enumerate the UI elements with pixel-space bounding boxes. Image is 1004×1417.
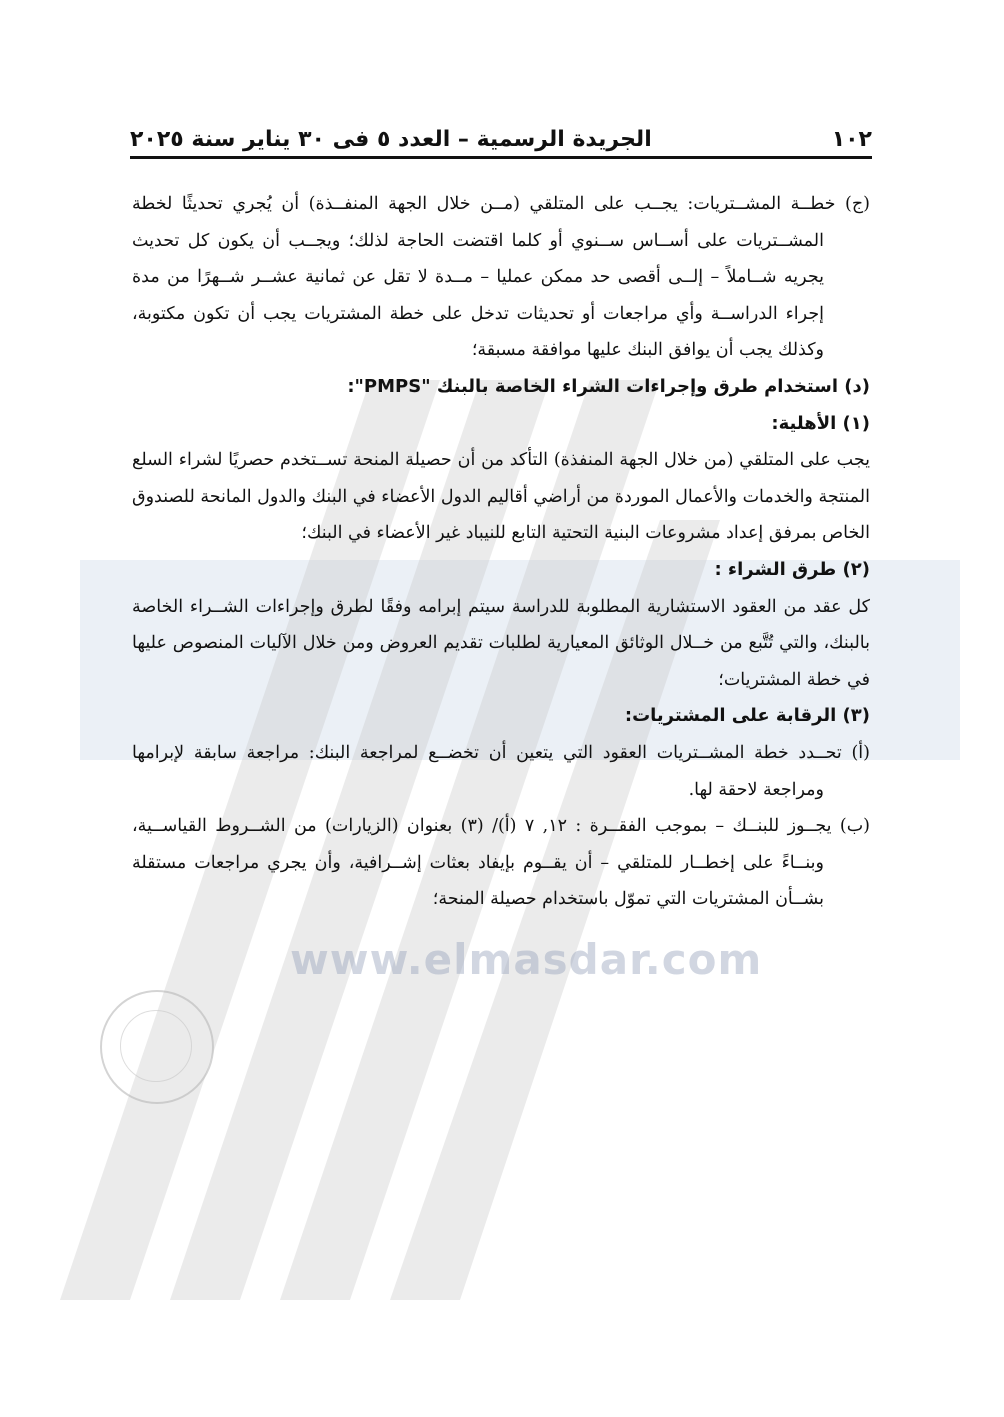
oversight-item-b: (ب) يجــوز للبنــك – بموجب الفقــرة : ١٢, ٧ (أ)/ (٣) بعنوان (الزيارات) من الشــروط القياســية، وبنــاءً على إخطــار للمتلقي – أن يقــوم بإيفاد بعثات إشــرافية، وأن يجري مراجعات مستقلة بشــأن المشتريات التي تموّل باستخدام حصيلة المنحة؛ (132, 816, 870, 910)
page-number: ١٠٢ (831, 127, 872, 152)
procurement-oversight-heading: (٣) الرقابة على المشتريات: (624, 705, 870, 727)
purchase-methods-paragraph: كل عقد من العقود الاستشارية المطلوبة للدراسة سيتم إبرامه وفقًا لطرق وإجراءات الشــراء الخاصة بالبنك، والتي تُتَّبع من خــلال الوثائق المعيارية لطلبات تقديم العروض ومن خلال الآليات المنصوص عليها في خطة المشتريات؛ (132, 596, 870, 690)
purchase-methods-heading: (٢) طرق الشراء : (714, 558, 870, 580)
page-header (130, 112, 872, 152)
oversight-item-a: (أ) تحــدد خطة المشــتريات العقود التي يتعين أن تخضــع لمراجعة البنك: مراجعة سابقة لإبرامها ومراجعة لاحقة لها. (132, 742, 870, 800)
eligibility-heading: (١) الأهلية: (771, 412, 870, 434)
watermark-url: www.elmasdar.com (290, 935, 763, 984)
procurement-methods-heading: (د) استخدام طرق وإجراءات الشراء الخاصة بالبنك "PMPS": (347, 375, 870, 397)
gazette-title: الجريدة الرسمية – العدد ٥ فى ٣٠ يناير سنة ٢٠٢٥ (130, 127, 652, 152)
header-divider (130, 156, 872, 159)
eligibility-paragraph: يجب على المتلقي (من خلال الجهة المنفذة) التأكد من أن حصيلة المنحة تســتخدم حصريًا لشراء السلع المنتجة والخدمات والأعمال الموردة من أراضي أقاليم الدول الأعضاء في البنك والدول المانحة للصندوق الخاص بمرفق إعداد مشروعات البنية التحتية التابع للنيباد غير الأعضاء في البنك؛ (132, 450, 870, 544)
procurement-plan-item: (ج) خطــة المشــتريات: يجــب على المتلقي (مــن خلال الجهة المنفــذة) أن يُجري تحديثًا لخطة المشــتريات على أســاس ســنوي أو كلما اقتضت الحاجة لذلك؛ ويجــب أن يكون كل تحديث يجريه شــاملاً – إلــى أقصى حد ممكن عمليا – مــدة لا تقل عن ثمانية عشــر شــهرًا من مدة إجراء الدراســة وأي مراجعات أو تحديثات تدخل على خطة المشتريات يجب أن تكون مكتوبة، وكذلك يجب أن يوافق البنك عليها موافقة مسبقة؛ (132, 194, 870, 361)
document-body (132, 186, 870, 918)
seal-stamp (100, 990, 214, 1104)
